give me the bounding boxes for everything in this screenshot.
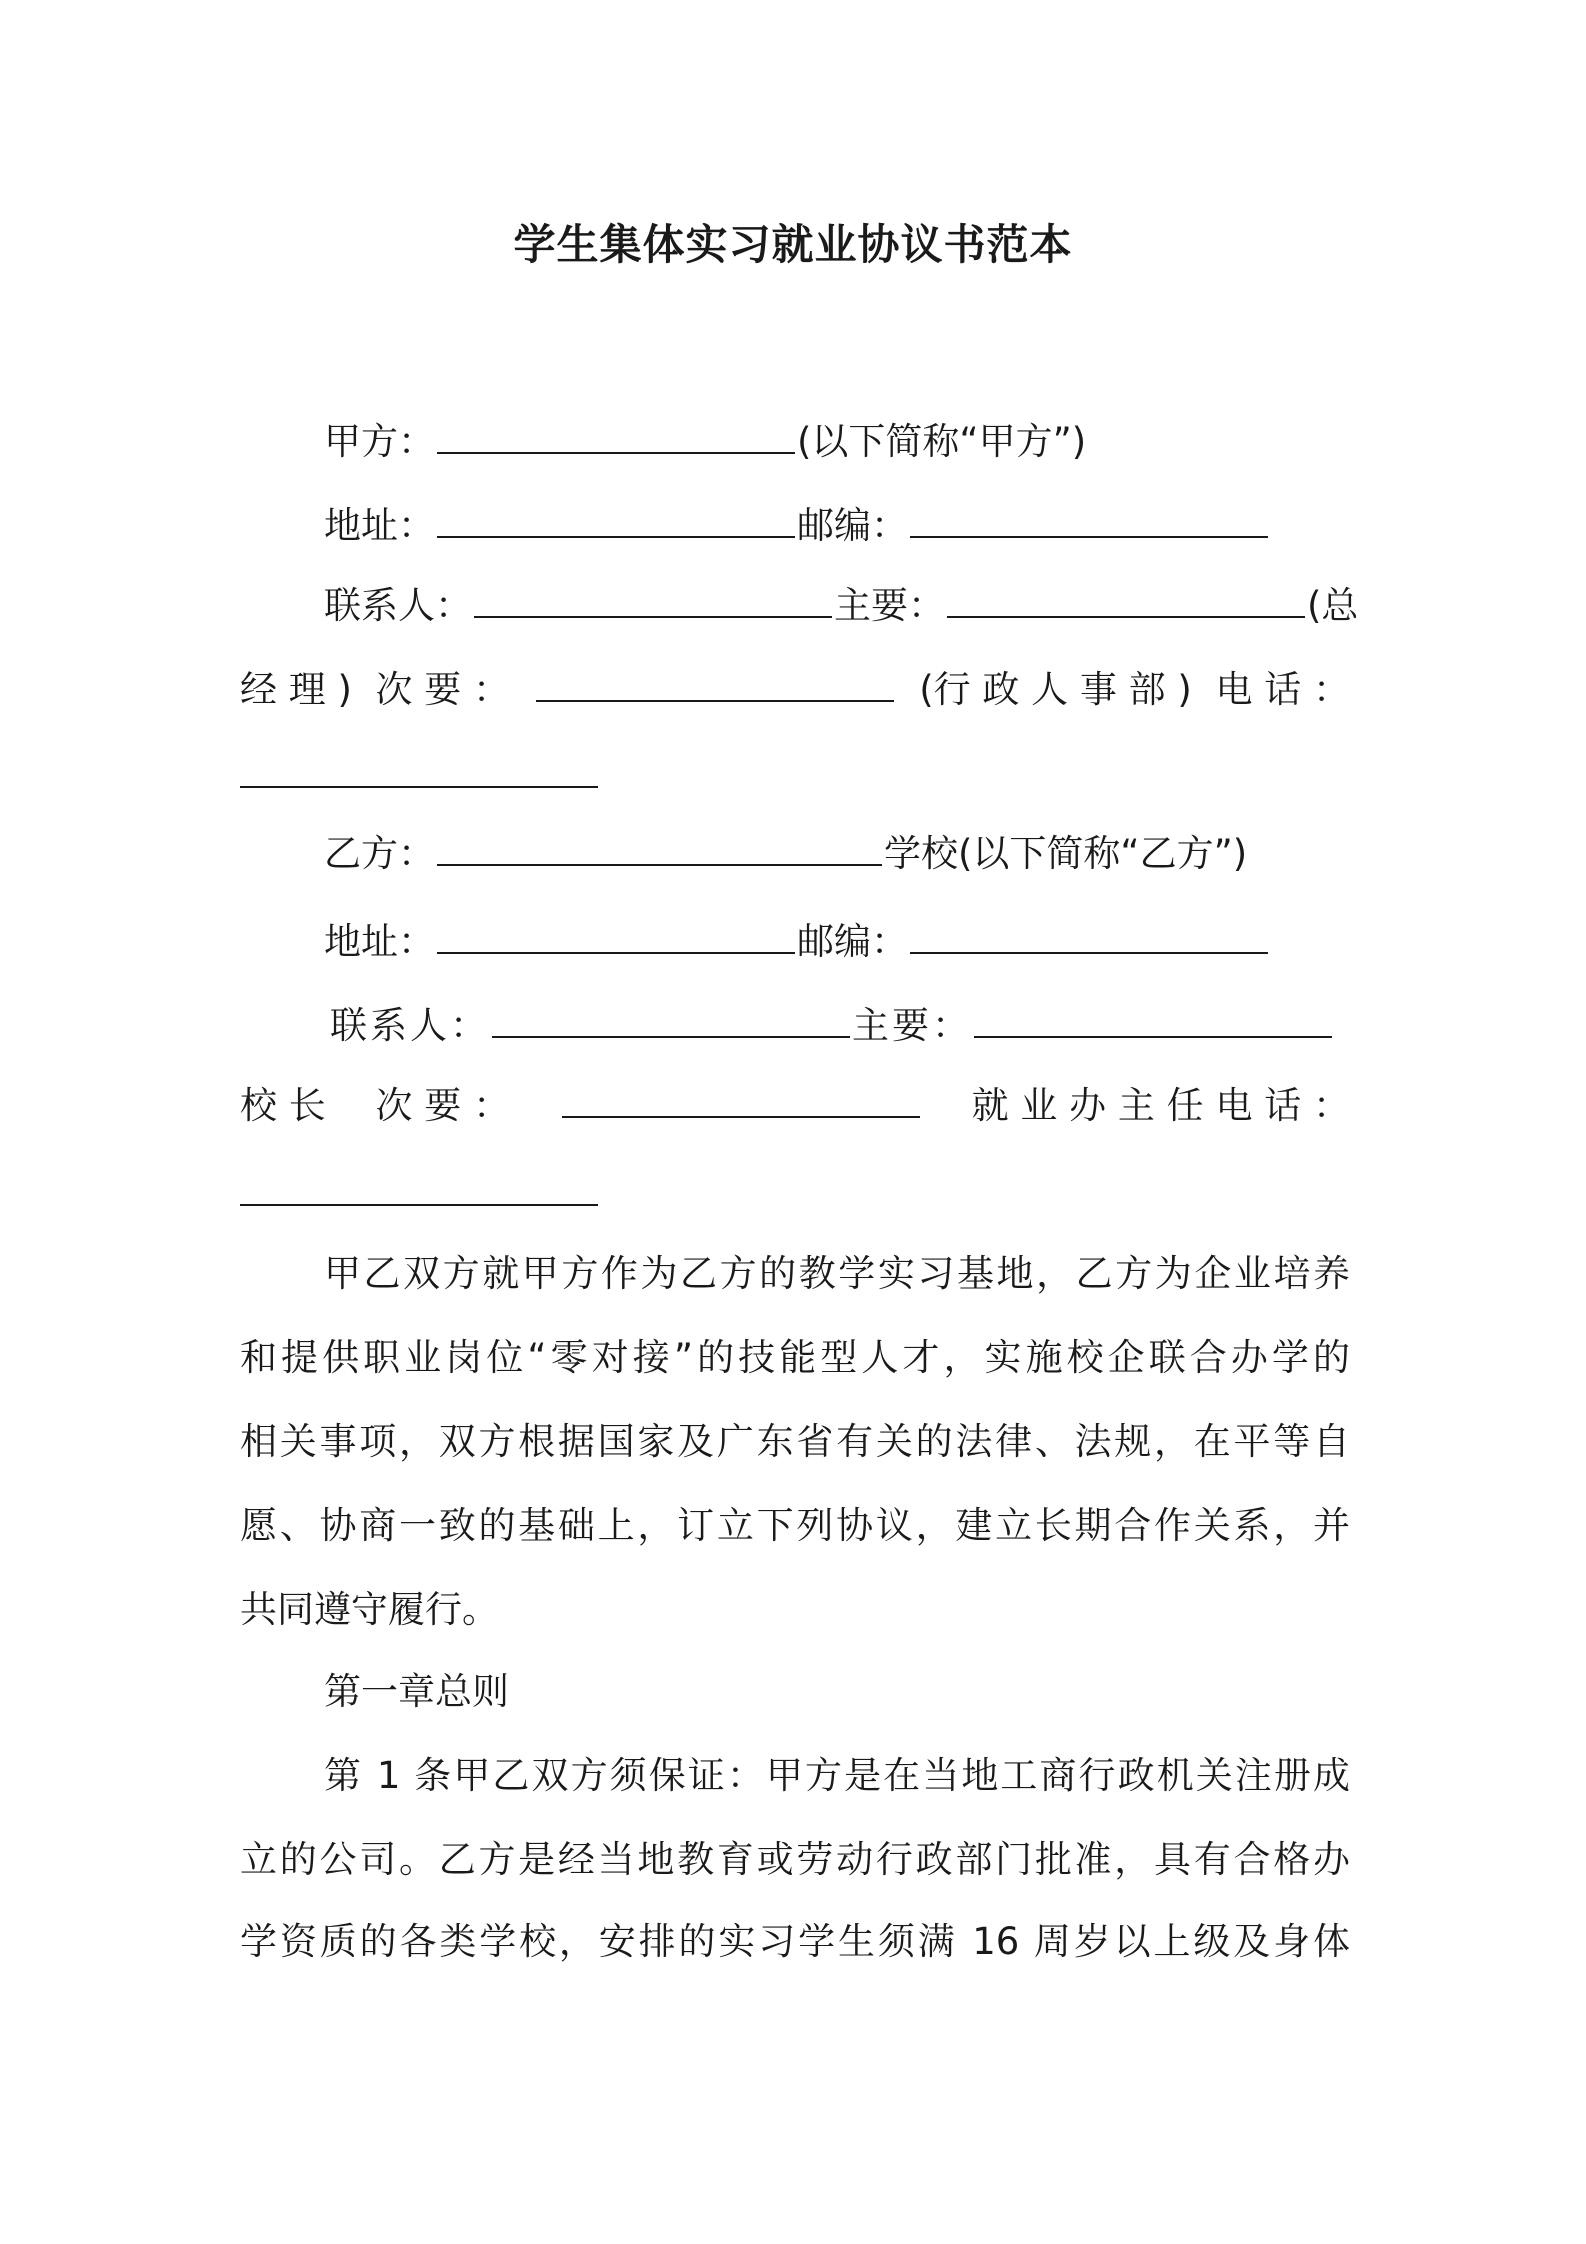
- party-a-label: 甲方：: [324, 420, 435, 463]
- intro-line-1: 甲乙双方就甲方作为乙方的教学实习基地，乙方为企业培养: [324, 1252, 1350, 1295]
- party-b-principal: 校 长: [240, 1084, 326, 1127]
- party-a-name-blank[interactable]: [437, 418, 795, 454]
- party-a-hr-note: (行 政 人 事 部 ): [919, 668, 1192, 711]
- party-a-secondary-line: [240, 666, 1350, 714]
- party-a-address-blank[interactable]: [437, 502, 795, 538]
- party-b-contact-label: 联系人：: [330, 1004, 490, 1047]
- party-a-main-label: 主要：: [834, 584, 945, 627]
- article-1-line-1: 第 1 条甲乙双方须保证：甲方是在当地工商行政机关注册成: [324, 1754, 1350, 1797]
- document-title: 学生集体实习就业协议书范本: [513, 220, 1073, 269]
- party-a-secondary-label: 次 要 ：: [375, 668, 511, 711]
- intro-line-2: 和提供职业岗位“零对接”的技能型人才，实施校企联合办学的: [240, 1336, 1350, 1379]
- article-1-line-3: 学资质的各类学校，安排的实习学生须满 16 周岁以上级及身体: [240, 1920, 1350, 1963]
- party-a-phone-line: [240, 752, 1350, 800]
- party-b-main-label: 主要：: [852, 1004, 972, 1047]
- party-a-contact-label: 联系人：: [324, 584, 472, 627]
- party-a-gm-note-open: (总: [1307, 584, 1359, 627]
- article-1-line-2: 立的公司。乙方是经当地教育或劳动行政部门批准，具有合格办: [240, 1838, 1350, 1881]
- party-a-suffix: (以下简称“甲方”): [797, 420, 1087, 463]
- party-a-zip-blank[interactable]: [910, 502, 1268, 538]
- party-a-address-line: [240, 502, 1434, 550]
- party-b-secondary-line: [240, 1082, 1350, 1130]
- party-a-address-label: 地址：: [324, 504, 435, 547]
- party-a-gm-note-close: 经 理 ): [240, 668, 352, 711]
- party-a-contact-line: [240, 582, 1434, 630]
- party-b-zip-label: 邮编：: [797, 920, 908, 963]
- party-b-contact-line: [240, 1002, 1440, 1050]
- party-a-secondary-blank[interactable]: [536, 666, 894, 702]
- party-a-contact-blank[interactable]: [474, 582, 832, 618]
- party-b-zip-blank[interactable]: [910, 918, 1268, 954]
- party-b-name-blank[interactable]: [437, 830, 882, 866]
- party-b-secondary-label: 次 要 ：: [375, 1084, 511, 1127]
- intro-line-4: 愿、协商一致的基础上，订立下列协议，建立长期合作关系，并: [240, 1504, 1350, 1547]
- party-b-contact-blank[interactable]: [492, 1002, 850, 1038]
- party-a-phone-blank[interactable]: [240, 752, 598, 788]
- party-a-main-blank[interactable]: [947, 582, 1305, 618]
- party-b-phone-line: [240, 1170, 1350, 1218]
- party-b-school: 学校: [884, 832, 958, 875]
- party-b-main-blank[interactable]: [974, 1002, 1332, 1038]
- party-b-office-phone: 就 业 办 主 任 电 话 ：: [971, 1084, 1350, 1127]
- party-a-phone-label: 电 话 ：: [1215, 668, 1350, 711]
- party-b-phone-blank[interactable]: [240, 1170, 598, 1206]
- party-b-address-blank[interactable]: [437, 918, 795, 954]
- party-a-zip-label: 邮编：: [797, 504, 908, 547]
- party-b-address-line: [240, 918, 1434, 966]
- intro-line-5: 共同遵守履行。: [240, 1588, 499, 1631]
- party-b-secondary-blank[interactable]: [562, 1082, 920, 1118]
- party-b-label: 乙方：: [324, 832, 435, 875]
- party-b-line: [240, 830, 1434, 878]
- party-b-address-label: 地址：: [324, 920, 435, 963]
- chapter-heading: 第一章总则: [324, 1670, 509, 1713]
- party-b-suffix: (以下简称“乙方”): [958, 832, 1248, 875]
- party-a-line: [240, 418, 1434, 466]
- intro-line-3: 相关事项，双方根据国家及广东省有关的法律、法规，在平等自: [240, 1420, 1350, 1463]
